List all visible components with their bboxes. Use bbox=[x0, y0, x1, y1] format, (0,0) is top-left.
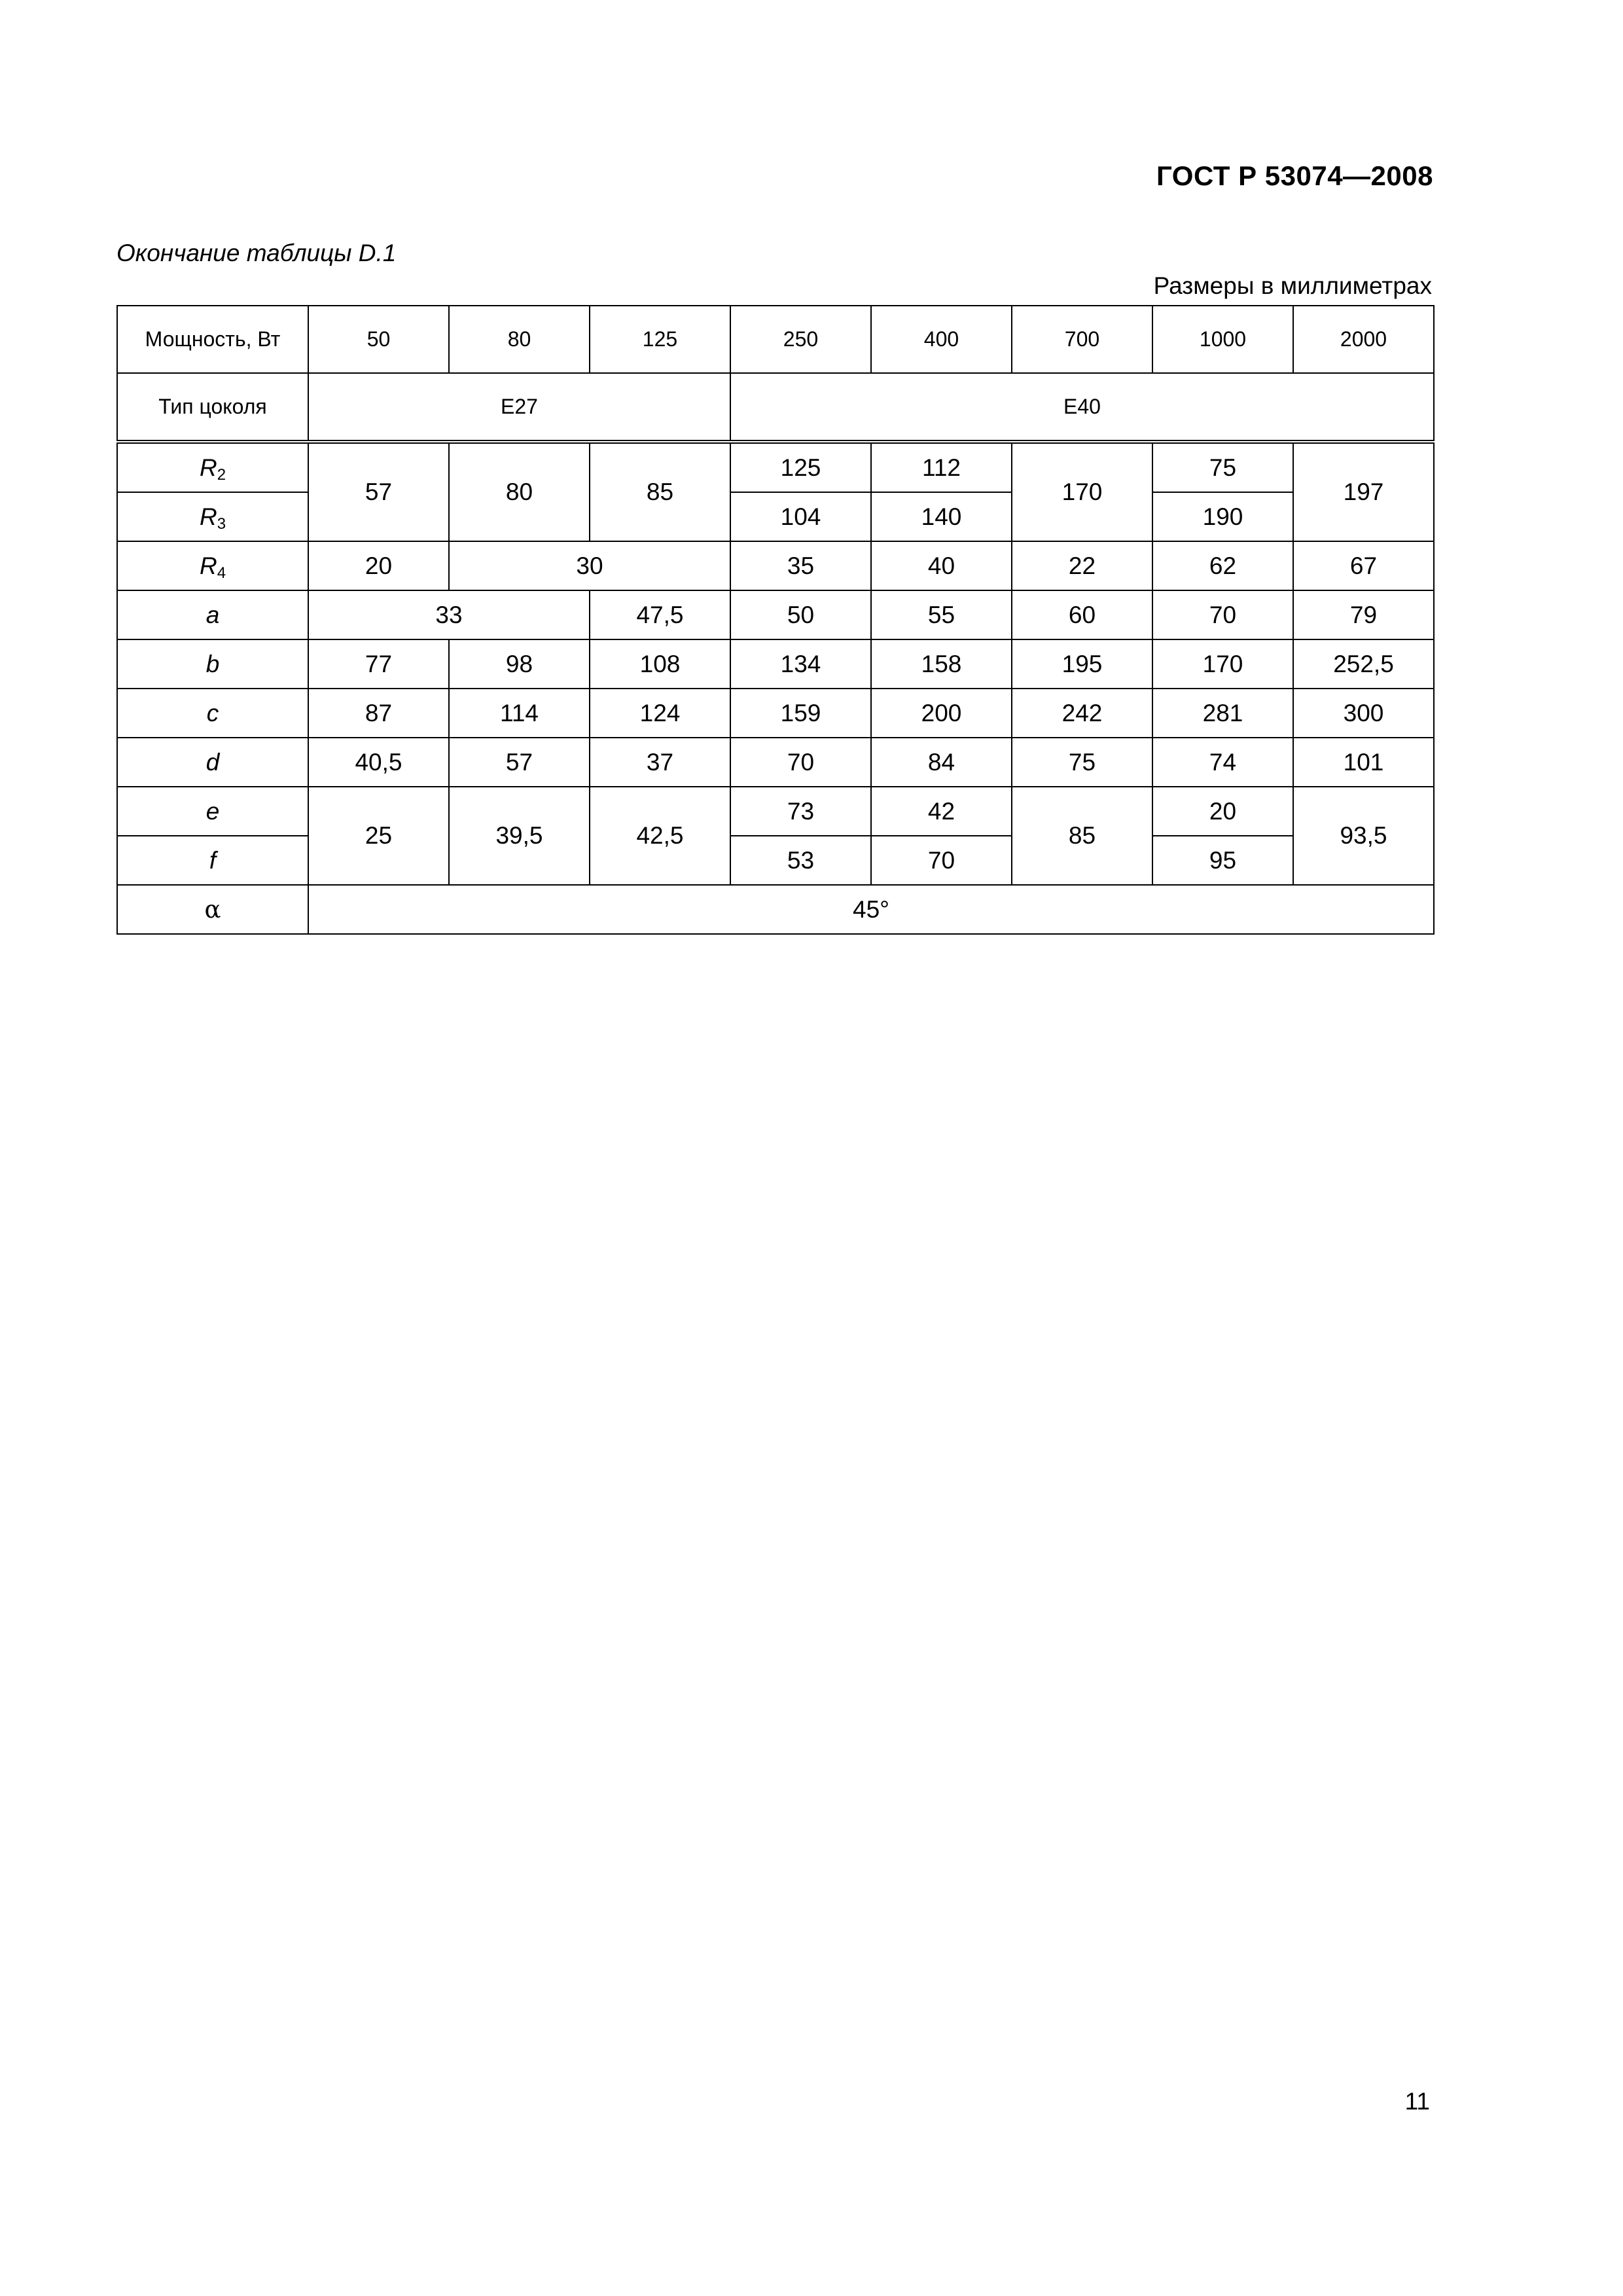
r3-250: 104 bbox=[730, 492, 871, 541]
c-50: 87 bbox=[308, 689, 449, 738]
ef-700: 85 bbox=[1012, 787, 1152, 885]
r2-400: 112 bbox=[871, 442, 1012, 492]
table-row-e bbox=[117, 787, 1434, 836]
b-80: 98 bbox=[449, 639, 590, 689]
r3-1000: 190 bbox=[1152, 492, 1293, 541]
c-2000: 300 bbox=[1293, 689, 1434, 738]
d-80: 57 bbox=[449, 738, 590, 787]
b-250: 134 bbox=[730, 639, 871, 689]
r2-250: 125 bbox=[730, 442, 871, 492]
b-1000: 170 bbox=[1152, 639, 1293, 689]
table-row-c bbox=[117, 689, 1434, 738]
power-1000: 1000 bbox=[1152, 306, 1293, 373]
table-row-d bbox=[117, 738, 1434, 787]
c-125: 124 bbox=[590, 689, 730, 738]
d-125: 37 bbox=[590, 738, 730, 787]
a-1000: 70 bbox=[1152, 590, 1293, 639]
ef-125: 42,5 bbox=[590, 787, 730, 885]
power-2000: 2000 bbox=[1293, 306, 1434, 373]
d-400: 84 bbox=[871, 738, 1012, 787]
row-label-r4: $R_4$ bbox=[117, 541, 308, 590]
base-e40: E40 bbox=[730, 373, 1434, 442]
table-caption: Окончание таблицы D.1 bbox=[116, 240, 397, 266]
a-250: 50 bbox=[730, 590, 871, 639]
dimensions-table bbox=[116, 305, 1435, 935]
c-1000: 281 bbox=[1152, 689, 1293, 738]
power-700: 700 bbox=[1012, 306, 1152, 373]
power-125: 125 bbox=[590, 306, 730, 373]
row-label-e: e bbox=[117, 787, 308, 836]
r4-700: 22 bbox=[1012, 541, 1152, 590]
row-label-a: a bbox=[117, 590, 308, 639]
b-50: 77 bbox=[308, 639, 449, 689]
f-250: 53 bbox=[730, 836, 871, 885]
power-400: 400 bbox=[871, 306, 1012, 373]
a-2000: 79 bbox=[1293, 590, 1434, 639]
b-400: 158 bbox=[871, 639, 1012, 689]
d-700: 75 bbox=[1012, 738, 1152, 787]
d-50: 40,5 bbox=[308, 738, 449, 787]
r4-50: 20 bbox=[308, 541, 449, 590]
ef-2000: 93,5 bbox=[1293, 787, 1434, 885]
row-label-r2: $R_2$ bbox=[117, 442, 308, 492]
alpha-value: 45° bbox=[308, 885, 1434, 934]
power-50: 50 bbox=[308, 306, 449, 373]
r2r3-125: 85 bbox=[590, 442, 730, 541]
b-700: 195 bbox=[1012, 639, 1152, 689]
c-250: 159 bbox=[730, 689, 871, 738]
b-125: 108 bbox=[590, 639, 730, 689]
d-250: 70 bbox=[730, 738, 871, 787]
a-700: 60 bbox=[1012, 590, 1152, 639]
r2r3-80: 80 bbox=[449, 442, 590, 541]
row-label-c: c bbox=[117, 689, 308, 738]
table-row-r2 bbox=[117, 442, 1434, 492]
a-50-80: 33 bbox=[308, 590, 590, 639]
r4-2000: 67 bbox=[1293, 541, 1434, 590]
ef-50: 25 bbox=[308, 787, 449, 885]
r4-400: 40 bbox=[871, 541, 1012, 590]
row-label-alpha: α bbox=[117, 885, 308, 934]
power-row bbox=[117, 306, 1434, 373]
base-e27: E27 bbox=[308, 373, 730, 442]
r4-1000: 62 bbox=[1152, 541, 1293, 590]
c-700: 242 bbox=[1012, 689, 1152, 738]
table-row-alpha bbox=[117, 885, 1434, 934]
r2-1000: 75 bbox=[1152, 442, 1293, 492]
ef-80: 39,5 bbox=[449, 787, 590, 885]
a-125: 47,5 bbox=[590, 590, 730, 639]
f-1000: 95 bbox=[1152, 836, 1293, 885]
base-type-label: Тип цоколя bbox=[117, 373, 308, 442]
c-400: 200 bbox=[871, 689, 1012, 738]
d-1000: 74 bbox=[1152, 738, 1293, 787]
r2r3-2000: 197 bbox=[1293, 442, 1434, 541]
row-label-f: f bbox=[117, 836, 308, 885]
table-row-a bbox=[117, 590, 1434, 639]
base-type-row bbox=[117, 373, 1434, 442]
r4-250: 35 bbox=[730, 541, 871, 590]
d-2000: 101 bbox=[1293, 738, 1434, 787]
power-80: 80 bbox=[449, 306, 590, 373]
table-row-b bbox=[117, 639, 1434, 689]
row-label-d: d bbox=[117, 738, 308, 787]
page-number: 11 bbox=[1404, 2088, 1430, 2115]
e-250: 73 bbox=[730, 787, 871, 836]
f-400: 70 bbox=[871, 836, 1012, 885]
r4-80-125: 30 bbox=[449, 541, 730, 590]
e-1000: 20 bbox=[1152, 787, 1293, 836]
r2r3-50: 57 bbox=[308, 442, 449, 541]
row-label-b: b bbox=[117, 639, 308, 689]
power-label: Мощность, Вт bbox=[117, 306, 308, 373]
r3-400: 140 bbox=[871, 492, 1012, 541]
row-label-r3: $R_3$ bbox=[117, 492, 308, 541]
table-row-r4 bbox=[117, 541, 1434, 590]
power-250: 250 bbox=[730, 306, 871, 373]
document-code: ГОСТ Р 53074—2008 bbox=[1156, 160, 1433, 191]
c-80: 114 bbox=[449, 689, 590, 738]
b-2000: 252,5 bbox=[1293, 639, 1434, 689]
units-note: Размеры в миллиметрах bbox=[1153, 272, 1432, 299]
r2r3-700: 170 bbox=[1012, 442, 1152, 541]
a-400: 55 bbox=[871, 590, 1012, 639]
e-400: 42 bbox=[871, 787, 1012, 836]
